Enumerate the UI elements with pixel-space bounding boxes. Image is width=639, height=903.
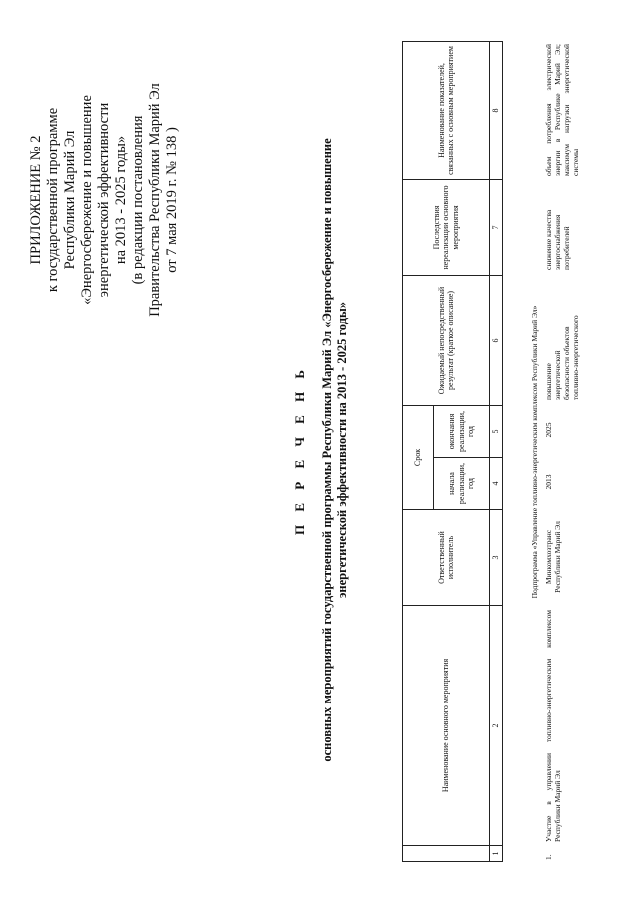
header-end-year: окончания реализации, год — [434, 405, 490, 457]
column-number: 6 — [490, 275, 503, 405]
document-title-line: энергетической эффективности на 2013 - 2025 годы» — [335, 301, 349, 599]
appendix-line: Правительства Республики Марий Эл — [147, 83, 163, 317]
appendix-line: энергетической эффективности — [96, 102, 112, 298]
row-result: повышение энергетической безопасности объектов топливно-энергетического — [544, 315, 580, 400]
row-consequences: снижение качества энергоснабжения потребителей — [544, 209, 571, 270]
row-indicators: объем потребления электрической энергии в Республике Марий Эл; максимум нагрузки энергетической системы — [544, 44, 580, 176]
appendix-line: Республики Марий Эл — [62, 130, 78, 270]
row-executor: Минкомхозтранс Республики Марий Эл — [544, 521, 562, 593]
document-heading: П Е Р Е Ч Е Н Ь — [292, 364, 307, 536]
appendix-block — [28, 50, 181, 350]
subprogram-title: Подпрограмма «Управление топливно-энергетическим комплексом Республики Марий Эл» — [530, 305, 539, 599]
table-row — [530, 42, 610, 862]
header-executor: Ответственный исполнитель — [403, 510, 490, 606]
column-number: 1 — [490, 846, 503, 862]
column-number: 3 — [490, 510, 503, 606]
header-term: Срок — [403, 405, 434, 509]
row-start-year: 2013 — [544, 474, 553, 490]
column-number: 7 — [490, 179, 503, 275]
appendix-line: ПРИЛОЖЕНИЕ № 2 — [28, 135, 44, 265]
row-number: 1. — [544, 854, 553, 860]
appendix-line: (в редакции постановления — [130, 115, 146, 285]
appendix-line: «Энергосбережение и повышение — [79, 95, 95, 305]
document-page — [20, 30, 620, 870]
header-start-year: начала реализации, год — [434, 458, 490, 510]
measures-table — [402, 41, 503, 862]
header-number — [403, 846, 490, 862]
header-result: Ожидаемый непосредственный результат (краткое описание) — [403, 275, 490, 405]
appendix-line: от 7 мая 2019 г. № 138 ) — [164, 127, 180, 273]
document-title-line: основных мероприятий государственной программы Республики Марий Эл «Энергосбережение и повышение — [320, 138, 334, 762]
appendix-line: на 2013 - 2025 годы» — [113, 135, 129, 265]
column-number: 5 — [490, 405, 503, 457]
row-end-year: 2025 — [544, 422, 553, 438]
row-measure-name: Участие в управлении топливно-энергетическим комплексом Республики Марий Эл — [544, 610, 562, 842]
header-indicators: Наименование показателей, связанных с основным мероприятием — [403, 41, 490, 179]
appendix-line: к государственной программе — [45, 107, 61, 293]
header-consequences: Последствия нереализации основного мероприятия — [403, 179, 490, 275]
header-measure-name: Наименование основного мероприятия — [403, 606, 490, 846]
column-number: 4 — [490, 458, 503, 510]
column-number: 2 — [490, 606, 503, 846]
document-title — [320, 50, 350, 850]
column-number: 8 — [490, 41, 503, 179]
